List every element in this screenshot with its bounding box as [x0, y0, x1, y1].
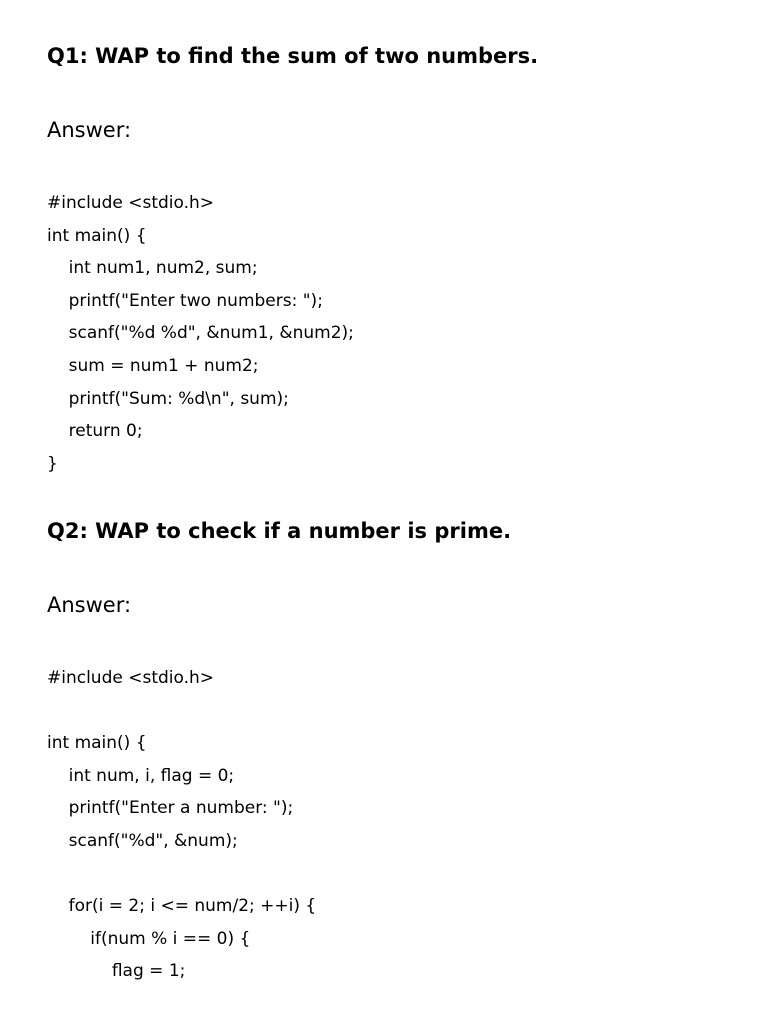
code-line: scanf("%d", &num);	[47, 830, 238, 851]
question-2-heading: Q2: WAP to check if a number is prime.	[47, 519, 512, 543]
code-line: return 0;	[47, 421, 143, 442]
code-line: int main() {	[47, 733, 147, 754]
code-line: for(i = 2; i <= num/2; ++i) {	[47, 896, 317, 917]
question-1-code-block	[47, 187, 354, 480]
code-line: scanf("%d %d", &num1, &num2);	[47, 323, 354, 344]
document-page	[47, 0, 747, 1024]
code-line: printf("Enter two numbers: ");	[47, 290, 323, 311]
code-line: #include <stdio.h>	[47, 668, 215, 688]
code-line	[47, 695, 316, 728]
code-line: int num, i, flag = 0;	[47, 765, 235, 786]
code-line: if(num % i == 0) {	[47, 928, 251, 949]
code-line: }	[47, 453, 58, 474]
code-line: printf("Enter a number: ");	[47, 798, 294, 819]
question-2-answer-label: Answer:	[47, 593, 132, 617]
code-line: flag = 1;	[47, 961, 186, 982]
code-line: printf("Sum: %d\n", sum);	[47, 388, 289, 409]
code-line: int num1, num2, sum;	[47, 258, 258, 279]
code-line: #include <stdio.h>	[47, 193, 215, 213]
code-line: sum = num1 + num2;	[47, 355, 259, 376]
question-1-heading: Q1: WAP to find the sum of two numbers.	[47, 44, 539, 68]
code-line: int main() {	[47, 225, 147, 246]
question-1-answer-label: Answer:	[47, 118, 132, 142]
code-line	[47, 858, 316, 891]
question-2-code-block	[47, 662, 316, 988]
